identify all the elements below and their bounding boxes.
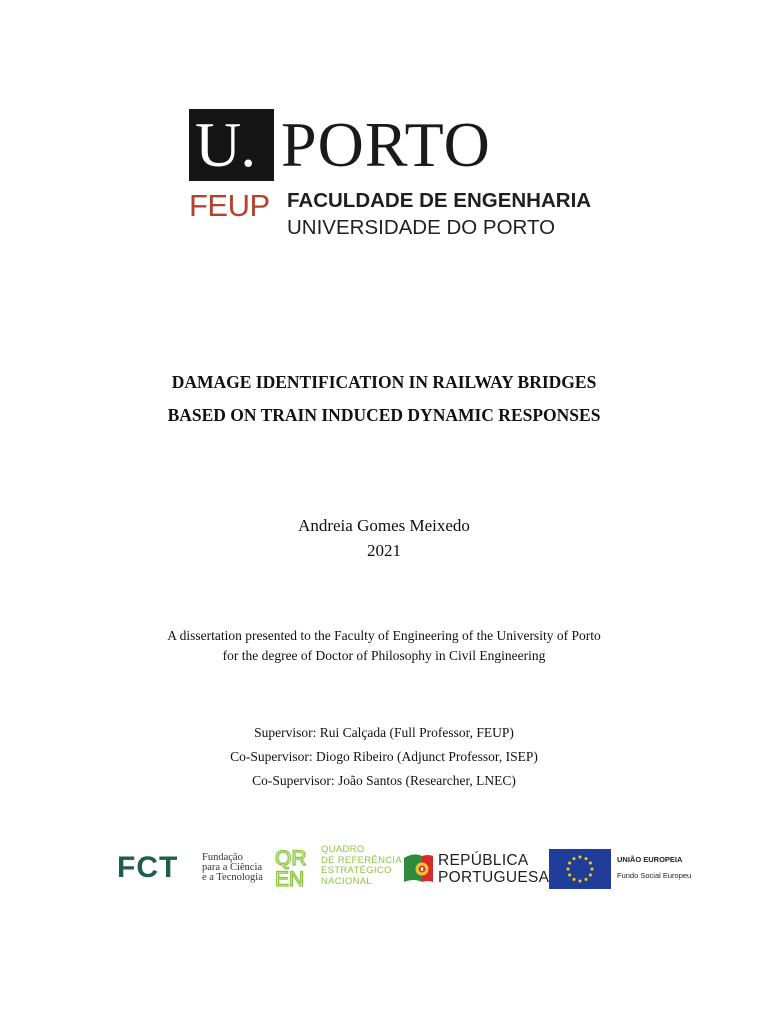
publication-year: 2021: [367, 541, 401, 560]
eu-star: [589, 874, 592, 877]
uporto-logo-porto: PORTO: [281, 109, 491, 180]
fct-logo: FCT: [117, 851, 179, 884]
eu-logo-text-1: UNIÃO EUROPEIA: [617, 855, 683, 864]
fct-logo-text-1: Fundação: [202, 852, 243, 863]
supervisor: Supervisor: Rui Calçada (Full Professor, FEUP): [254, 725, 514, 740]
eu-star: [585, 857, 588, 860]
eu-star: [579, 856, 582, 859]
author-name: Andreia Gomes Meixedo: [298, 516, 470, 535]
eu-star: [591, 868, 594, 871]
qren-logo-text-1: QUADRO: [321, 844, 365, 855]
thesis-title-line-2: BASED ON TRAIN INDUCED DYNAMIC RESPONSES: [167, 405, 601, 425]
eu-star: [579, 880, 582, 883]
eu-star: [589, 862, 592, 865]
eu-star: [573, 878, 576, 881]
uporto-logo-u: U.: [189, 109, 274, 181]
university-name: UNIVERSIDADE DO PORTO: [287, 216, 556, 239]
dissertation-statement-line-1: A dissertation presented to the Faculty of Engineering of the University of Porto: [167, 628, 601, 643]
co-supervisor-1: Co-Supervisor: Diogo Ribeiro (Adjunct Professor, ISEP): [230, 749, 538, 764]
qren-mark-bottom: EN: [275, 868, 305, 888]
thesis-title-line-1: DAMAGE IDENTIFICATION IN RAILWAY BRIDGES: [171, 372, 597, 392]
qren-mark-top: QR: [275, 847, 307, 870]
eu-star: [585, 878, 588, 881]
qren-logo-text-2: DE REFERÊNCIA: [321, 854, 402, 866]
feup-logo-text: FEUP: [189, 188, 270, 223]
fct-logo-text-2: para a Ciência: [202, 862, 263, 873]
co-supervisor-2: Co-Supervisor: João Santos (Researcher, LNEC): [252, 773, 516, 788]
republica-text-1: REPÚBLICA: [438, 852, 529, 869]
republica-text-2: PORTUGUESA: [438, 869, 550, 886]
eu-logo-text-2: Fundo Social Europeu: [617, 871, 692, 880]
eu-star: [568, 874, 571, 877]
eu-star: [567, 868, 570, 871]
eu-flag-icon: [549, 849, 611, 889]
eu-star: [573, 857, 576, 860]
fct-logo-text-3: e a Tecnologia: [202, 872, 263, 883]
faculty-name: FACULDADE DE ENGENHARIA: [287, 189, 592, 212]
eu-star: [568, 862, 571, 865]
qren-logo-text-4: NACIONAL: [321, 875, 372, 887]
qren-logo-icon: [274, 846, 318, 888]
dissertation-statement-line-2: for the degree of Doctor of Philosophy in Civil Engineering: [222, 648, 546, 663]
qren-logo-text-3: ESTRATÉGICO: [321, 865, 392, 876]
portugal-flag-icon: [400, 850, 436, 886]
